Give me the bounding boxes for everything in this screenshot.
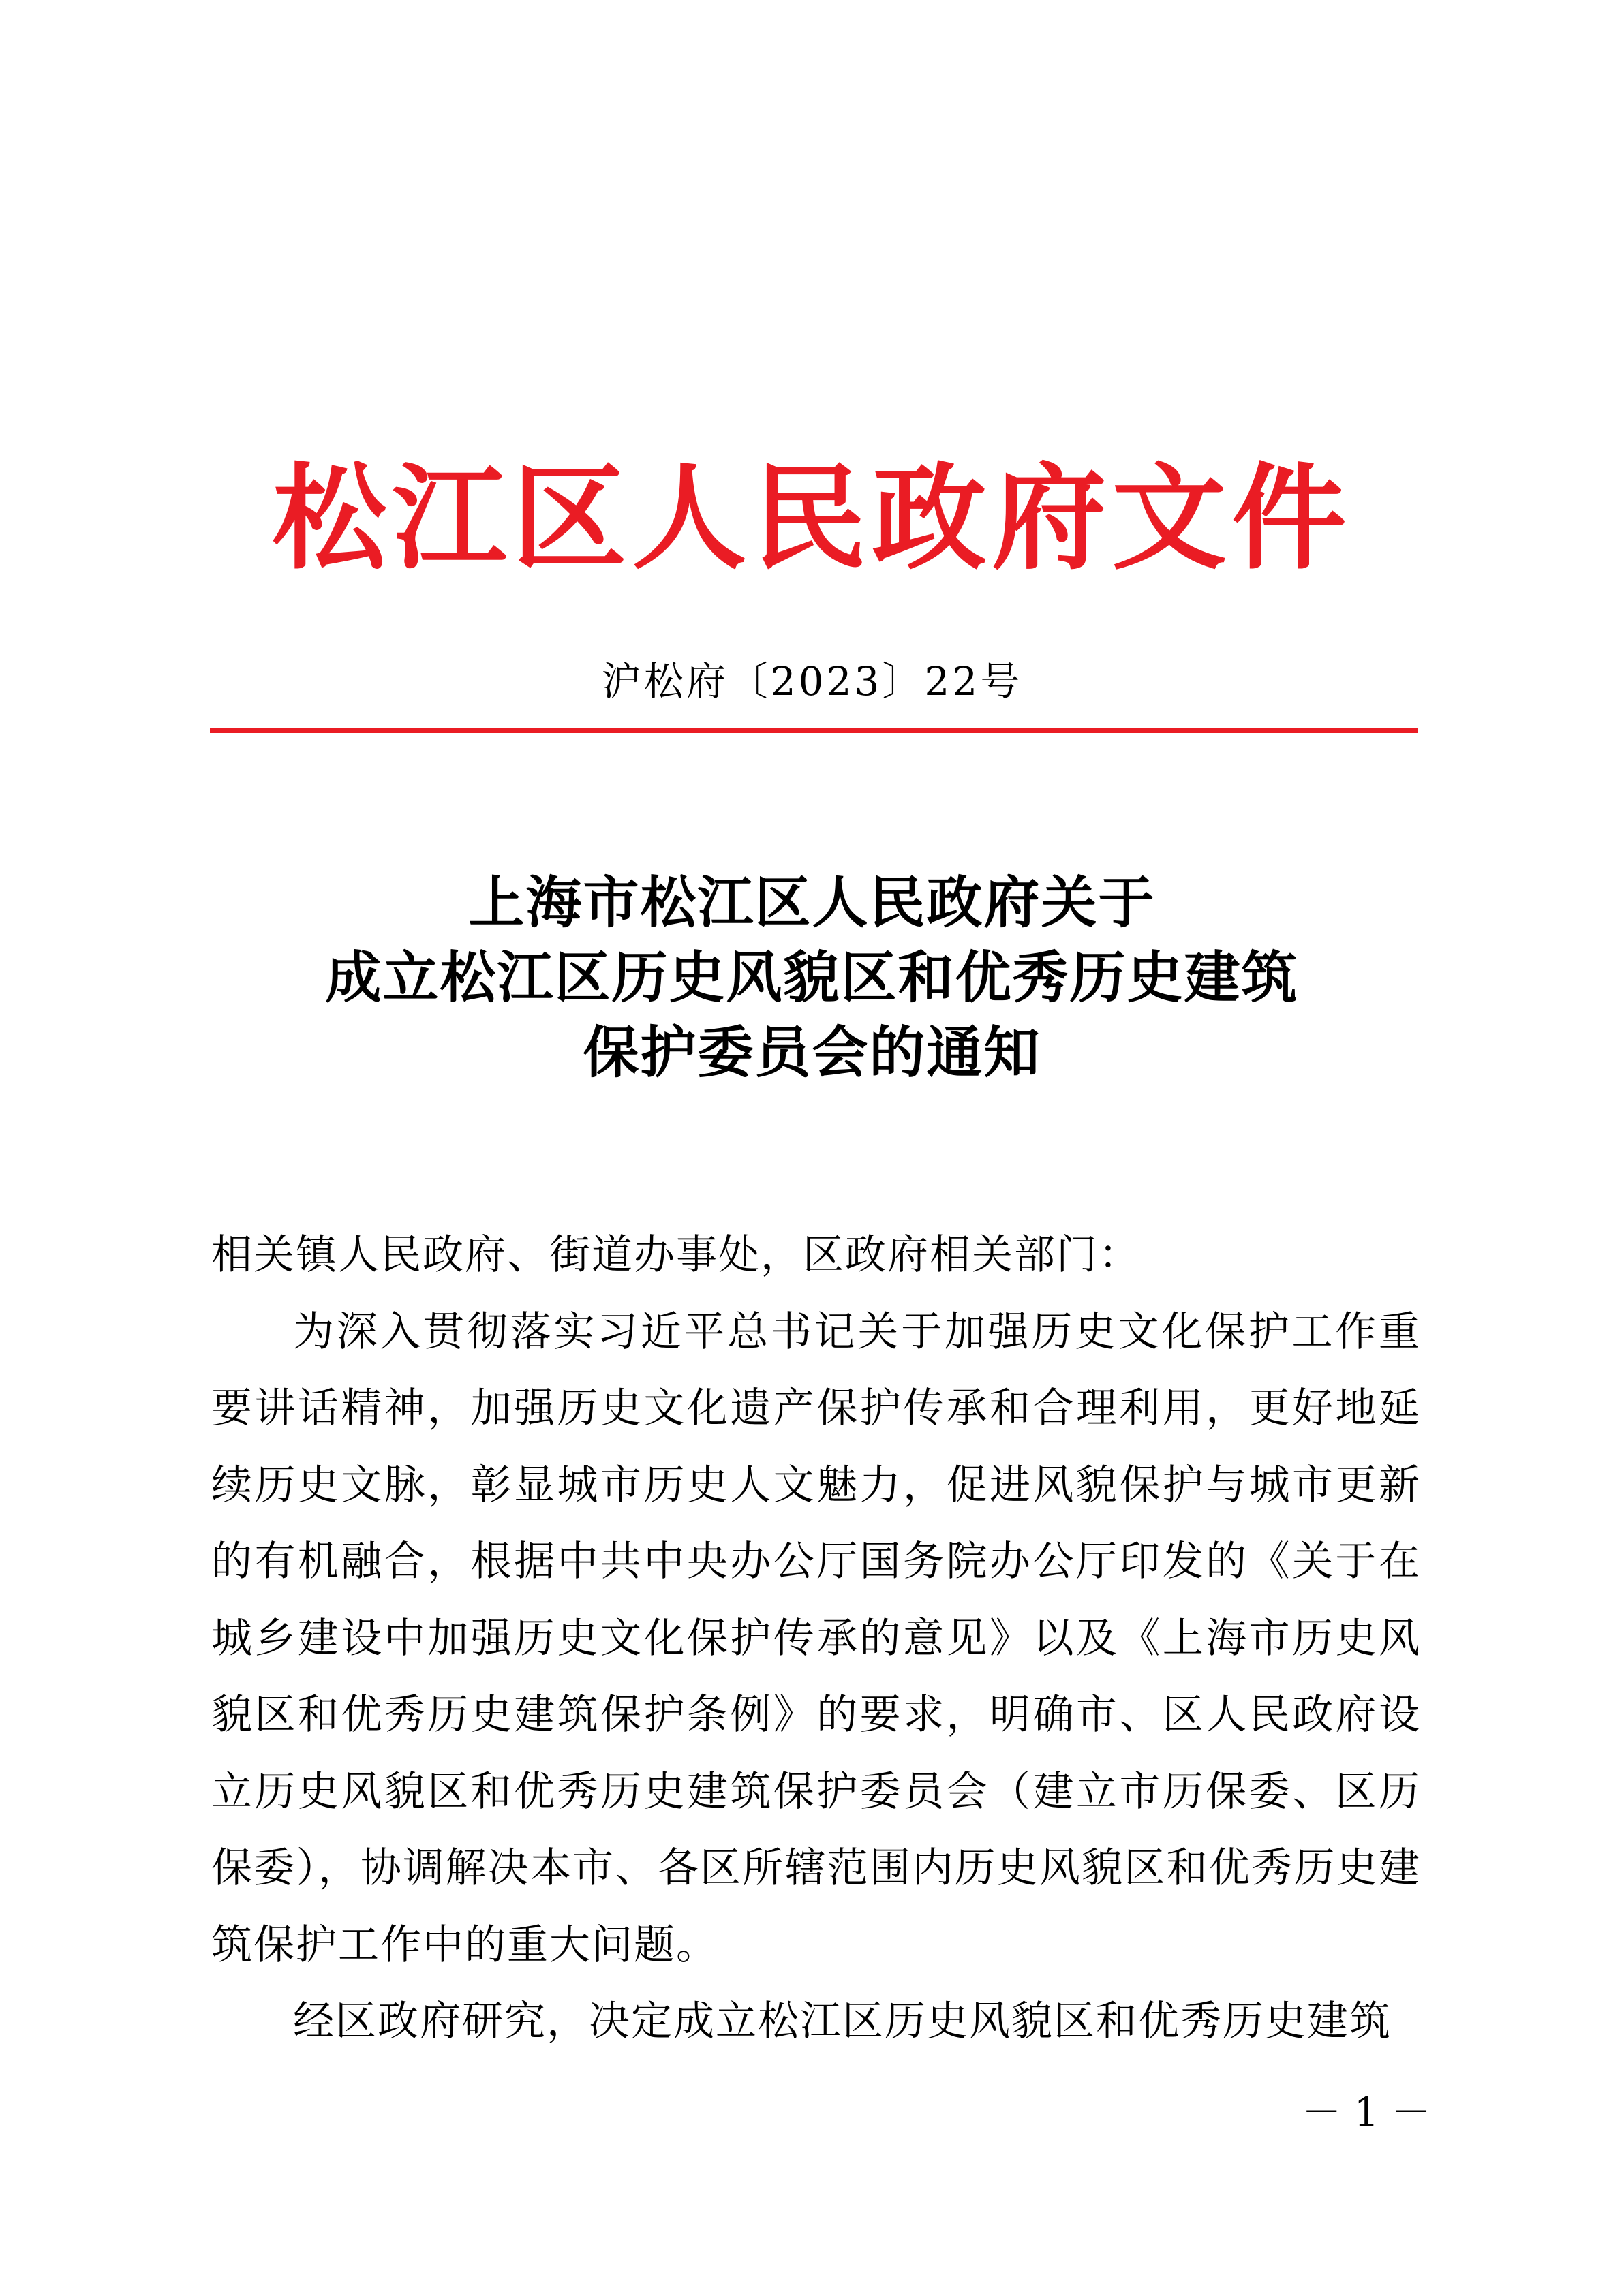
body-paragraph-2: 经区政府研究，决定成立松江区历史风貌区和优秀历史建筑 — [293, 1998, 1392, 2045]
notice-title-line-1: 上海市松江区人民政府关于 — [468, 870, 1156, 935]
body-paragraph-1: 为深入贯彻落实习近平总书记关于加强历史文化保护工作重要讲话精神，加强历史文化遗产保护传承和合理利用，更好地延续历史文脉，彰显城市历史人文魅力，促进风貌保护与城市更新的有机融合，根据中共中央办公厅国务院办公厅印发的《关于在城乡建设中加强历史文化保护传承的意见》以及《上海市历史风貌区和优秀历史建筑保护条例》的要求，明确市、区人民政府设立历史风貌区和优秀历史建筑保护委员会（建立市历保委、区历保委），协调解决本市、各区所辖范围内历史风貌区和优秀历史建筑保护工作中的重大问题。 — [211, 1307, 1421, 1969]
masthead-title: 松江区人民政府文件 — [272, 450, 1352, 585]
red-separator-line — [210, 728, 1418, 733]
salutation: 相关镇人民政府、街道办事处，区政府相关部门： — [211, 1231, 1141, 1279]
notice-title-line-3: 保护委员会的通知 — [583, 1020, 1041, 1085]
page-number: － 1 － — [1302, 2089, 1431, 2135]
document-number: 沪松府〔2023〕22号 — [601, 658, 1023, 704]
notice-title-line-2: 成立松江区历史风貌区和优秀历史建筑 — [325, 945, 1299, 1010]
notice-body — [211, 1217, 1421, 2060]
